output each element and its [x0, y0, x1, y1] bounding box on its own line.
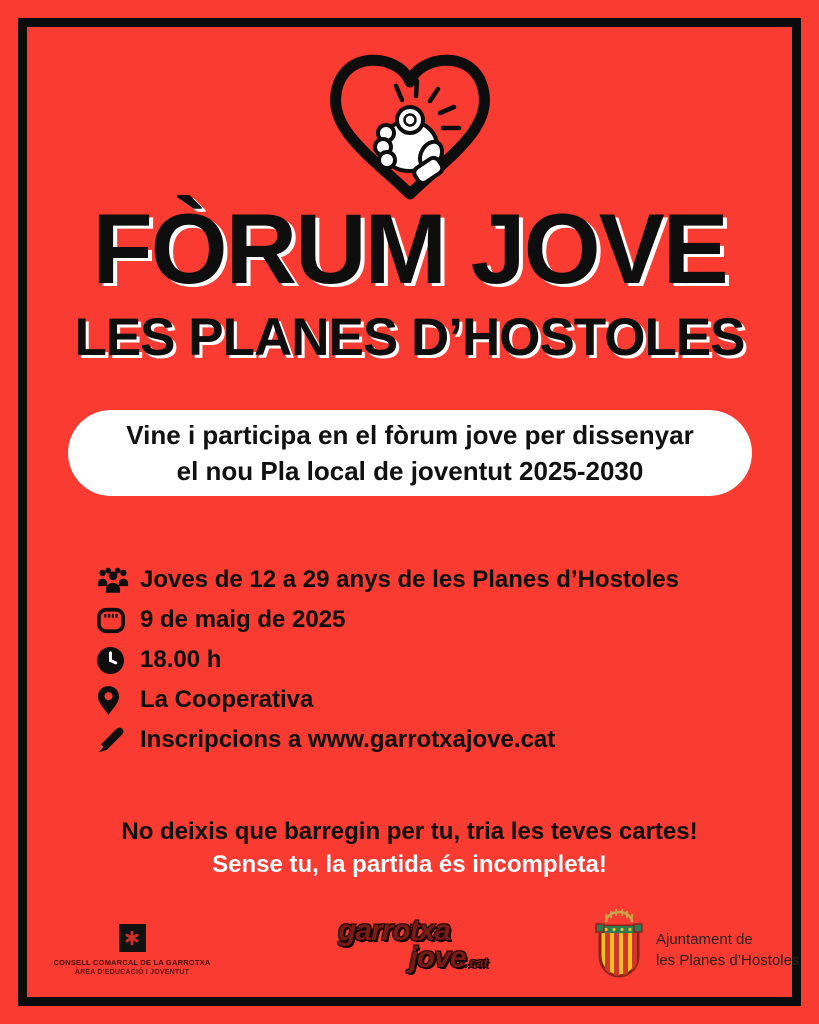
garrotxa-jove-logo [338, 914, 488, 976]
consell-name-text: CONSELL COMARCAL DE LA GARROTXA [53, 958, 211, 967]
consell-flower-icon [119, 924, 146, 952]
intro-banner-line1: Vine i participa en el fòrum jove per dissenyar [126, 420, 694, 450]
people-icon [96, 564, 132, 596]
detail-time [96, 640, 759, 680]
consell-comarcal-logo [52, 924, 212, 976]
consell-area-text: ÀREA D’EDUCACIÓ I JOVENTUT [74, 969, 190, 976]
ajuntament-logo [592, 906, 799, 993]
detail-place-text: La Cooperativa [140, 686, 314, 713]
garrotxa-jove-line1: garrotxa [338, 914, 451, 947]
detail-signup [96, 720, 759, 760]
detail-audience-text: Joves de 12 a 29 anys de les Planes d’Hostoles [140, 566, 679, 593]
poster-title: FÒRUM JOVE [92, 193, 727, 304]
garrotxa-jove-line2: jove.cat [409, 941, 488, 974]
calendar-icon [96, 604, 132, 636]
coat-of-arms-icon [592, 906, 646, 993]
detail-audience [96, 560, 759, 600]
clock-icon [96, 644, 132, 676]
ajuntament-name-text [656, 929, 799, 971]
closing-message-line2: Sense tu, la partida és incompleta! [212, 851, 607, 878]
closing-message-line1: No deixis que barregin per tu, tria les teves cartes! [121, 818, 698, 845]
poster-subtitle-town: LES PLANES D’HOSTOLES [74, 308, 745, 367]
ajuntament-line2: les Planes d’Hostoles [656, 951, 800, 969]
detail-place [96, 680, 759, 720]
location-pin-icon [96, 684, 132, 716]
detail-date-text: 9 de maig de 2025 [140, 606, 346, 633]
detail-signup-text: Inscripcions a www.garrotxajove.cat [140, 726, 556, 753]
detail-time-text: 18.00 h [140, 646, 222, 673]
detail-date [96, 600, 759, 640]
heart-pointing-hand-icon [310, 48, 510, 206]
pencil-icon [96, 724, 132, 756]
event-details-list [96, 560, 759, 760]
ajuntament-line1: Ajuntament de [656, 930, 753, 948]
garrotxa-jove-cat-suffix: .cat [465, 955, 488, 970]
intro-banner [68, 410, 752, 496]
intro-banner-line2: el nou Pla local de joventut 2025-2030 [176, 456, 644, 486]
